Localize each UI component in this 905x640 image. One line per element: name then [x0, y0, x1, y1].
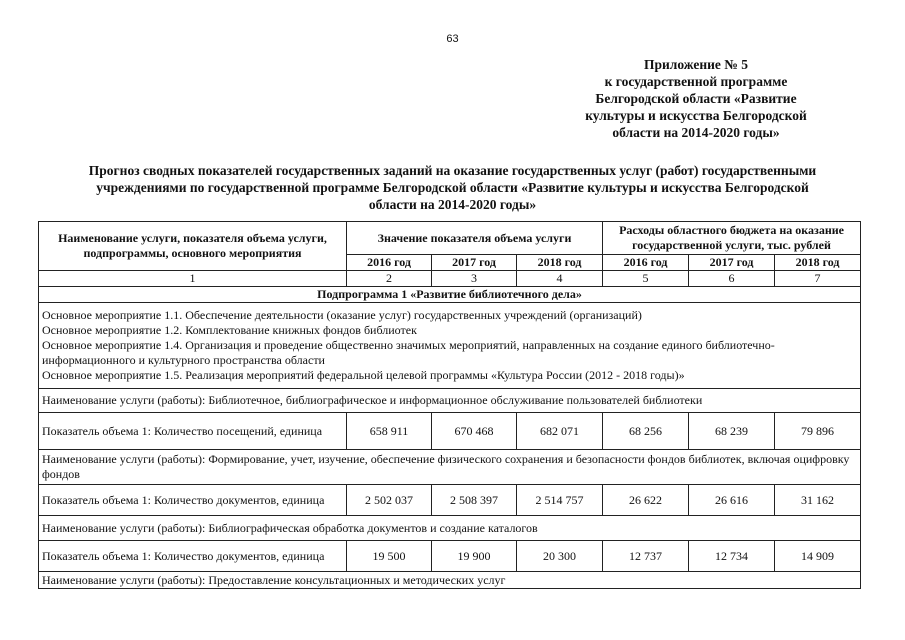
- header-year: 2018 год: [517, 255, 603, 271]
- indicator-value: 670 468: [432, 413, 517, 450]
- service-row: [39, 450, 861, 485]
- appendix-line: к государственной программе: [604, 74, 788, 89]
- measure-item: Основное мероприятие 1.2. Комплектование книжных фондов библиотек: [42, 323, 417, 337]
- indicator-value: 68 256: [603, 413, 689, 450]
- document-title: [30, 162, 875, 213]
- header-volume-group: Значение показателя объема услуги: [347, 222, 603, 255]
- indicator-name: Показатель объема 1: Количество документов, единица: [39, 541, 347, 572]
- measures-row: [39, 303, 861, 389]
- service-name: Наименование услуги (работы): Библиографическая обработка документов и создание каталогов: [39, 516, 861, 541]
- indicator-value: 658 911: [347, 413, 432, 450]
- service-row: [39, 516, 861, 541]
- title-line: учреждениями по государственной программе Белгородской области «Развитие культуры и искусства Белгородской: [96, 180, 809, 195]
- indicator-value: 26 616: [689, 485, 775, 516]
- indicator-name: Показатель объема 1: Количество посещений, единица: [39, 413, 347, 450]
- indicator-value: 2 502 037: [347, 485, 432, 516]
- header-year: 2018 год: [775, 255, 861, 271]
- header-expense-group: Расходы областного бюджета на оказание государственной услуги, тыс. рублей: [603, 222, 861, 255]
- indicator-value: 12 737: [603, 541, 689, 572]
- appendix-line: Приложение № 5: [644, 57, 748, 72]
- indicator-value: 2 508 397: [432, 485, 517, 516]
- appendix-line: области на 2014-2020 годы»: [612, 125, 780, 140]
- service-name: Наименование услуги (работы): Формирование, учет, изучение, обеспечение физического сохранения и безопасности фондов библиотек, включая оцифровку фондов: [39, 450, 861, 485]
- indicator-value: 31 162: [775, 485, 861, 516]
- column-number: 5: [603, 271, 689, 287]
- indicator-value: 19 900: [432, 541, 517, 572]
- header-service-name: Наименование услуги, показателя объема услуги, подпрограммы, основного мероприятия: [39, 222, 347, 271]
- indicators-table: [38, 221, 861, 589]
- header-row: [39, 222, 861, 255]
- indicator-row: [39, 541, 861, 572]
- indicator-value: 68 239: [689, 413, 775, 450]
- header-year: 2017 год: [432, 255, 517, 271]
- indicator-value: 682 071: [517, 413, 603, 450]
- column-number: 2: [347, 271, 432, 287]
- header-year: 2016 год: [347, 255, 432, 271]
- appendix-note: [531, 56, 861, 141]
- column-number: 4: [517, 271, 603, 287]
- subprogram-row: [39, 287, 861, 303]
- column-number: 6: [689, 271, 775, 287]
- subprogram-title: Подпрограмма 1 «Развитие библиотечного дела»: [39, 287, 861, 303]
- measure-item: Основное мероприятие 1.5. Реализация мероприятий федеральной целевой программы «Культура России (2012 - 2018 годы)»: [42, 368, 685, 382]
- header-year: 2016 год: [603, 255, 689, 271]
- indicator-value: 79 896: [775, 413, 861, 450]
- indicator-value: 12 734: [689, 541, 775, 572]
- indicator-value: 20 300: [517, 541, 603, 572]
- indicator-row: [39, 413, 861, 450]
- appendix-line: Белгородской области «Развитие: [595, 91, 797, 106]
- measures-list: [39, 303, 861, 389]
- header-year: 2017 год: [689, 255, 775, 271]
- column-number: 3: [432, 271, 517, 287]
- measure-item: Основное мероприятие 1.4. Организация и проведение общественно значимых мероприятий, направленных на создание единого библиотечно-информационного и культурного пространства области: [42, 338, 775, 367]
- indicator-value: 26 622: [603, 485, 689, 516]
- appendix-line: культуры и искусства Белгородской: [585, 108, 807, 123]
- column-number: 7: [775, 271, 861, 287]
- service-row: [39, 572, 861, 589]
- indicator-row: [39, 485, 861, 516]
- service-row: [39, 389, 861, 413]
- measure-item: Основное мероприятие 1.1. Обеспечение деятельности (оказание услуг) государственных учреждений (организаций): [42, 308, 642, 322]
- service-name: Наименование услуги (работы): Библиотечное, библиографическое и информационное обслуживание пользователей библиотеки: [39, 389, 861, 413]
- indicator-name: Показатель объема 1: Количество документов, единица: [39, 485, 347, 516]
- title-line: Прогноз сводных показателей государственных заданий на оказание государственных услуг (работ) государственными: [88, 163, 817, 178]
- title-line: области на 2014-2020 годы»: [368, 197, 537, 212]
- column-numbers-row: [39, 271, 861, 287]
- indicator-value: 2 514 757: [517, 485, 603, 516]
- column-number: 1: [39, 271, 347, 287]
- page-number: 63: [446, 33, 459, 45]
- indicator-value: 14 909: [775, 541, 861, 572]
- service-name: Наименование услуги (работы): Предоставление консультационных и методических услуг: [39, 572, 861, 589]
- indicator-value: 19 500: [347, 541, 432, 572]
